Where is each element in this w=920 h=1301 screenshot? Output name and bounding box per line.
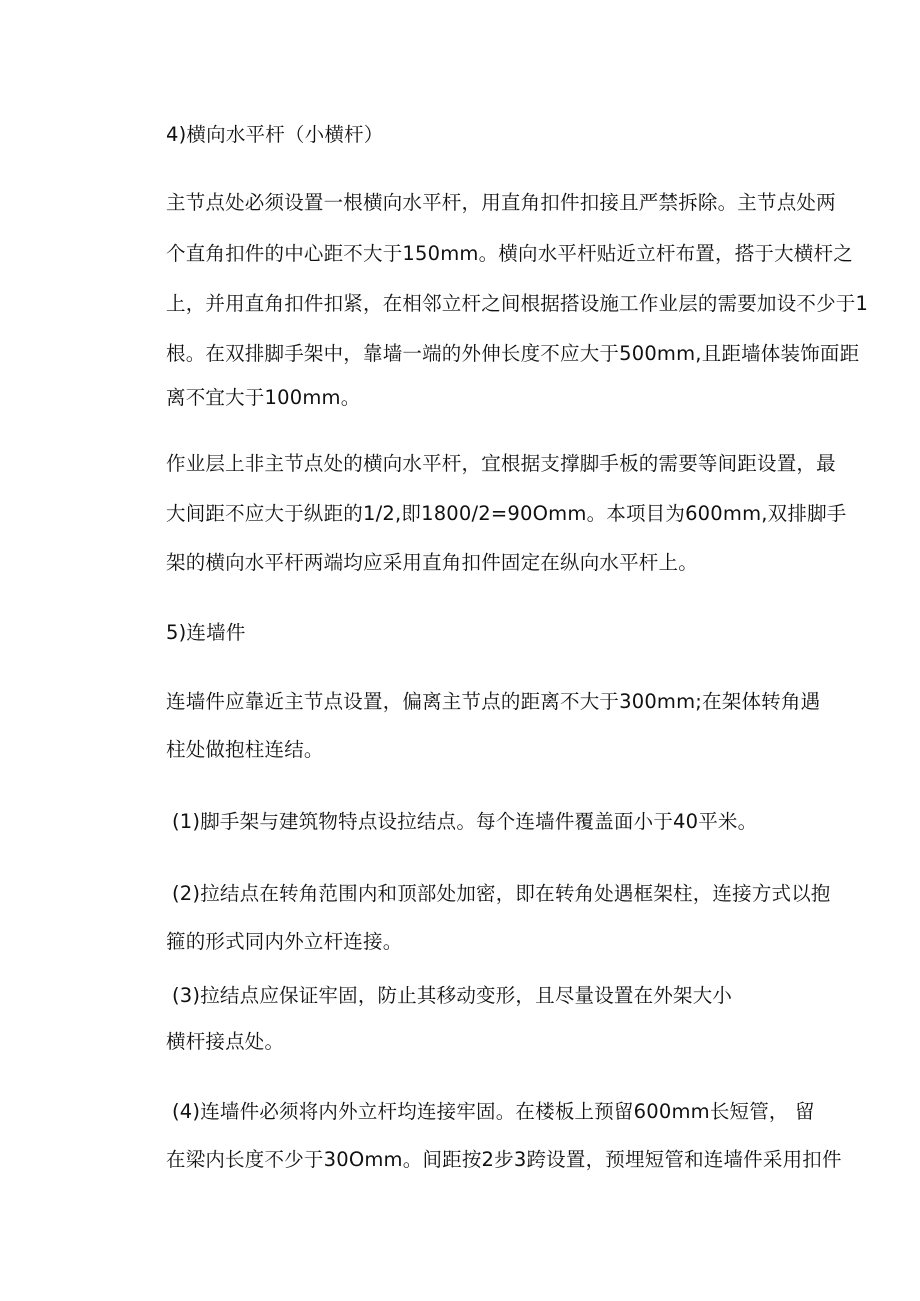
paragraph-line: 个直角扣件的中心距不大于150mm。横向水平杆贴近立杆布置，搭于大横杆之 xyxy=(166,242,853,265)
paragraph-line: 作业层上非主节点处的横向水平杆，宜根据支撑脚手板的需要等间距设置，最 xyxy=(166,452,836,475)
paragraph-line: 连墙件应靠近主节点设置，偏离主节点的距离不大于300mm;在架体转角遇 xyxy=(166,690,821,713)
paragraph-line: 根。在双排脚手架中，靠墙一端的外伸长度不应大于500mm,且距墙体装饰面距 xyxy=(166,342,860,365)
list-item: (1)脚手架与建筑物特点设拉结点。每个连墙件覆盖面小于40平米。 xyxy=(172,810,758,833)
list-item-continuation: 横杆接点处。 xyxy=(166,1030,285,1053)
list-item-continuation: 箍的形式同内外立杆连接。 xyxy=(166,930,403,953)
paragraph-line: 主节点处必须设置一根横向水平杆，用直角扣件扣接且严禁拆除。主节点处两 xyxy=(166,191,836,214)
list-item: (4)连墙件必须将内外立杆均连接牢固。在楼板上预留600mm长短管， 留 xyxy=(172,1100,815,1123)
list-item: (2)拉结点在转角范围内和顶部处加密，即在转角处遇框架柱，连接方式以抱 xyxy=(172,882,831,905)
section-heading-5: 5)连墙件 xyxy=(166,621,246,644)
paragraph-line: 柱处做抱柱连结。 xyxy=(166,738,324,761)
paragraph-line: 上，并用直角扣件扣紧，在相邻立杆之间根据搭设施工作业层的需要加设不少于1 xyxy=(166,292,869,315)
section-heading-4: 4)横向水平杆（小横杆） xyxy=(166,123,384,146)
list-item: (3)拉结点应保证牢固，防止其移动变形，且尽量设置在外架大小 xyxy=(172,984,733,1007)
paragraph-line: 架的横向水平杆两端均应采用直角扣件固定在纵向水平杆上。 xyxy=(166,551,698,574)
list-item-continuation: 在梁内长度不少于30Omm。间距按2步3跨设置，预埋短管和连墙件采用扣件 xyxy=(166,1148,842,1171)
paragraph-line: 大间距不应大于纵距的1/2,即1800/2=90Omm。本项目为600mm,双排脚手 xyxy=(166,502,847,525)
paragraph-line: 离不宜大于100mm。 xyxy=(166,386,361,409)
